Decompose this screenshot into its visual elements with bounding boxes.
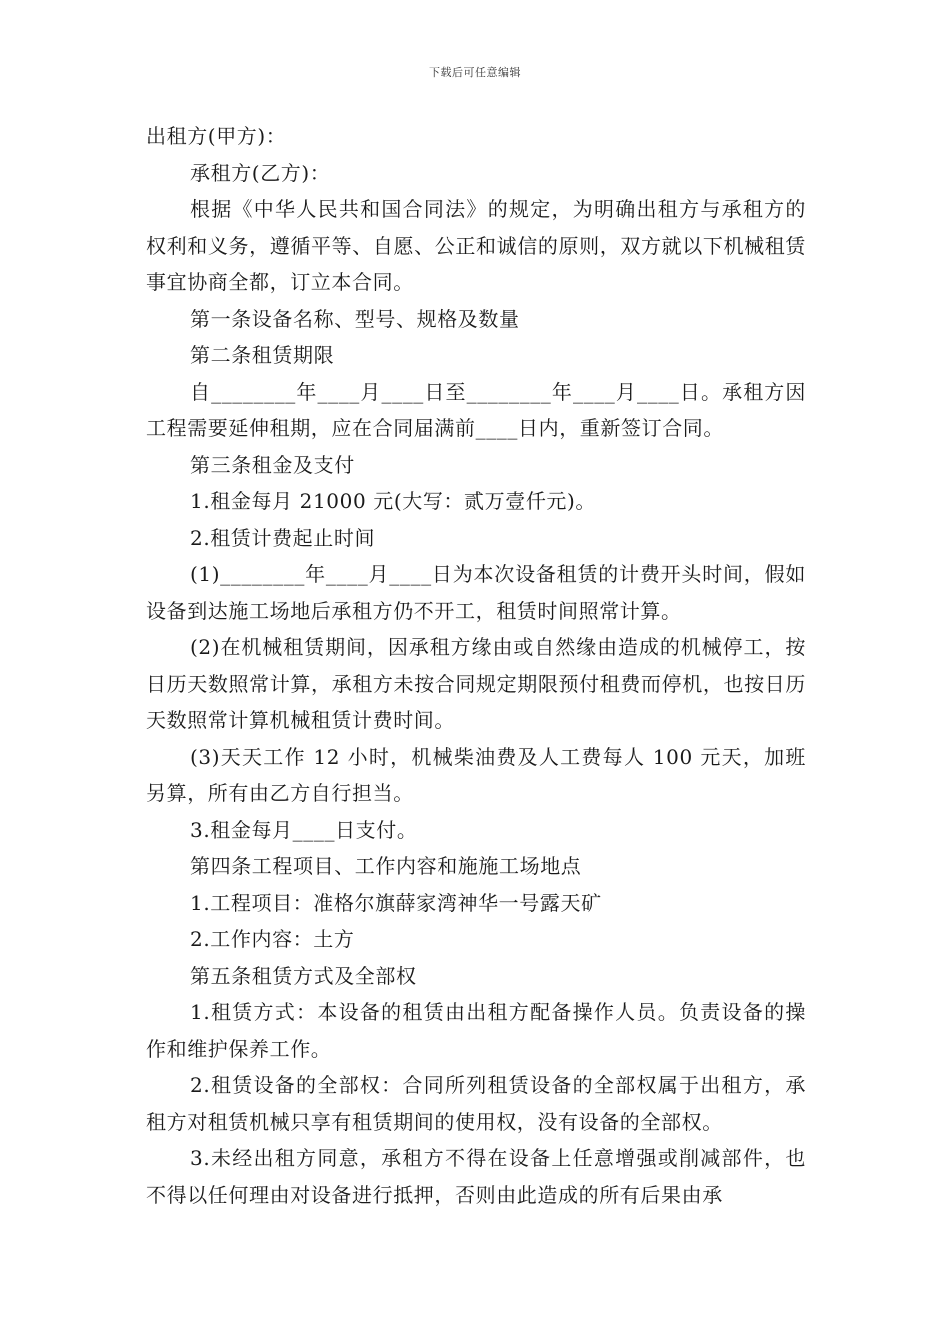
rent-amount-paragraph: 1.租金每月 21000 元(大写：贰万壹仟元)。 xyxy=(190,489,597,513)
modification-paragraph: 3.未经出租方同意，承租方不得在设备上任意增强或削减部件，也不得以任何理由对设备进行抵押，否则由此造成的所有后果由承 xyxy=(146,1146,806,1207)
article-2-heading: 第二条租赁期限 xyxy=(190,343,335,367)
article-4-heading: 第四条工程项目、工作内容和施施工场地点 xyxy=(190,854,582,878)
work-content-paragraph: 2.工作内容：土方 xyxy=(190,927,355,951)
lessee-line: 承租方(乙方)： xyxy=(190,160,331,185)
lessor-line: 出租方(甲方)： xyxy=(146,124,287,148)
document-body xyxy=(146,118,806,1213)
downtime-paragraph: (2)在机械租赁期间，因承租方缘由或自然缘由造成的机械停工，按日历天数照常计算，承租方未按合同规定期限预付租费而停机，也按日历天数照常计算机械租赁计费时间。 xyxy=(146,635,806,732)
billing-period-heading: 2.租赁计费起止时间 xyxy=(190,525,376,550)
article-3-heading: 第三条租金及支付 xyxy=(190,452,355,477)
article-1-heading: 第一条设备名称、型号、规格及数量 xyxy=(190,306,520,331)
ownership-paragraph: 2.租赁设备的全部权：合同所列租赁设备的全部权属于出租方，承租方对租赁机械只享有租赁期间的使用权，没有设备的全部权。 xyxy=(146,1073,806,1134)
page-header: 下载后可任意编辑 xyxy=(429,66,521,79)
billing-start-paragraph: (1)________年____月____日为本次设备租赁的计费开头时间，假如设备到达施工场地后承租方仍不开工，租赁时间照常计算。 xyxy=(146,562,806,623)
preamble-paragraph: 根据《中华人民共和国合同法》的规定，为明确出租方与承租方的权利和义务，遵循平等、自愿、公正和诚信的原则，双方就以下机械租赁事宜协商全都，订立本合同。 xyxy=(146,197,806,294)
payment-day-paragraph: 3.租金每月____日支付。 xyxy=(190,817,418,842)
lease-method-paragraph: 1.租赁方式：本设备的租赁由出租方配备操作人员。负责设备的操作和维护保养工作。 xyxy=(146,1000,806,1061)
working-hours-paragraph: (3)天天工作 12 小时，机械柴油费及人工费每人 100 元天，加班另算，所有由乙方自行担当。 xyxy=(146,744,806,805)
project-paragraph: 1.工程项目：准格尔旗薛家湾神华一号露天矿 xyxy=(190,890,602,915)
lease-term-paragraph: 自________年____月____日至________年____月____日。承租方因工程需要延伸租期，应在合同届满前____日内，重新签订合同。 xyxy=(146,379,806,440)
article-5-heading: 第五条租赁方式及全部权 xyxy=(190,963,417,988)
